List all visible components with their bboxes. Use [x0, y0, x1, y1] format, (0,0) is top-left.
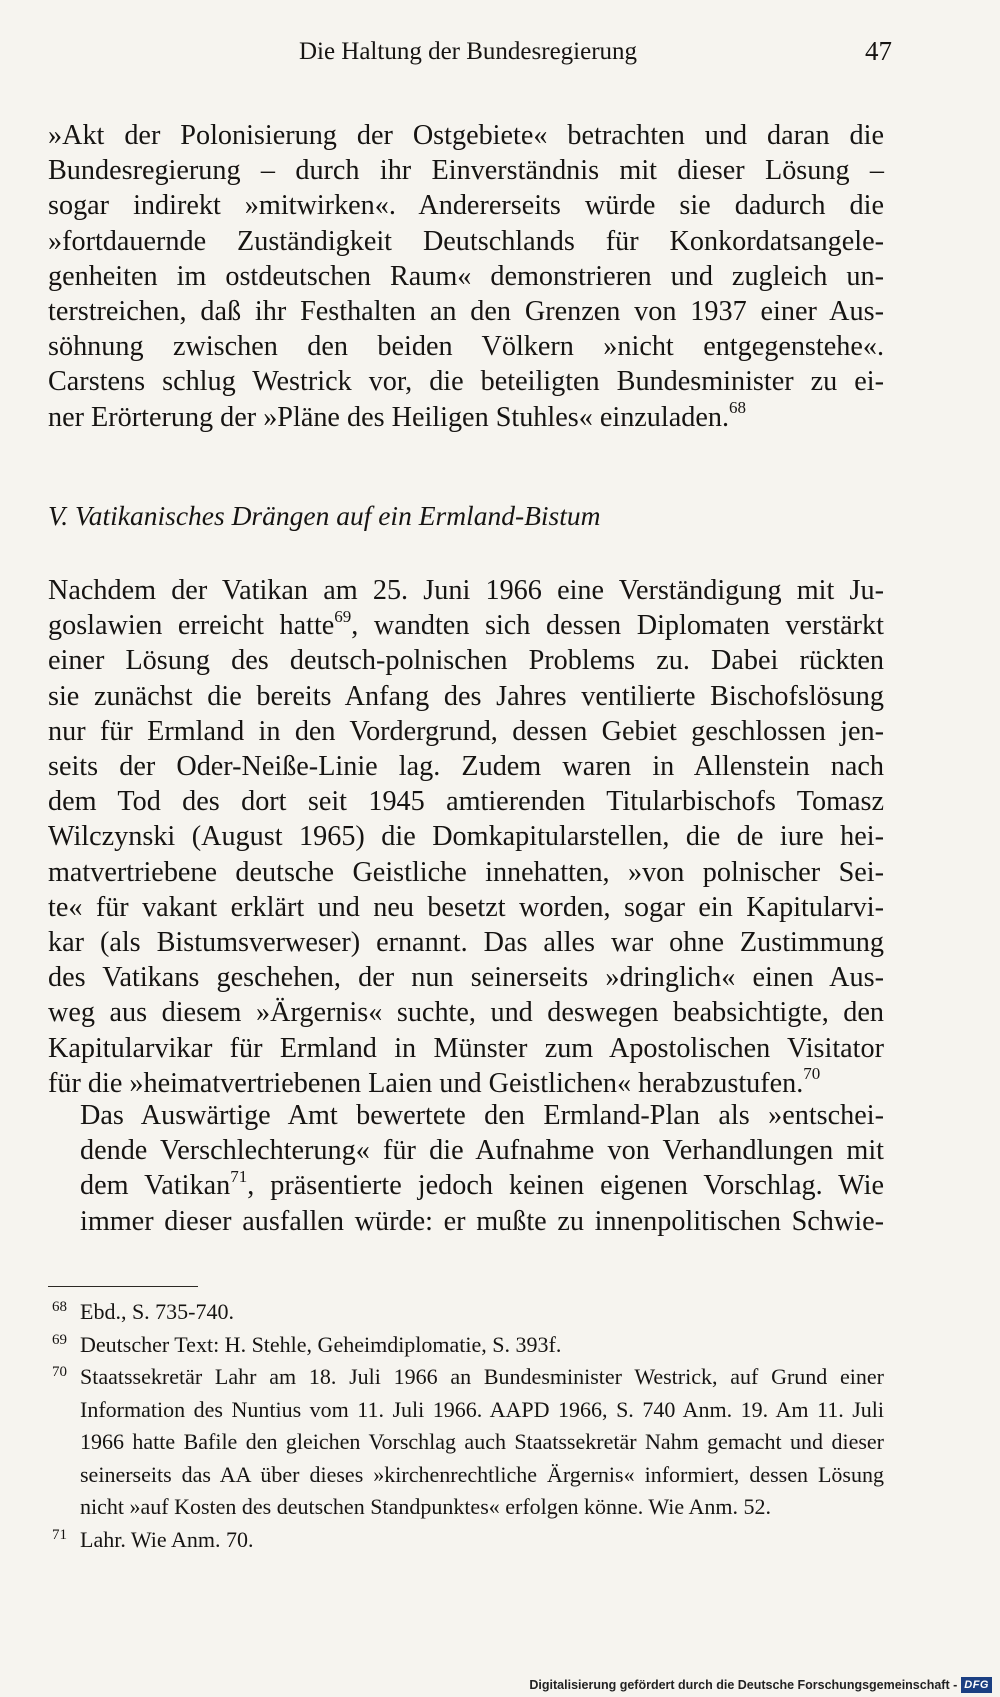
text-line — [48, 1066, 884, 1101]
footnote-number: 71 — [52, 1526, 67, 1543]
footnote-text: Ebd., S. 735-740. — [80, 1299, 234, 1324]
footnote-text: Lahr. Wie Anm. 70. — [80, 1526, 254, 1552]
credit-text: Digitalisierung gefördert durch die Deutsche Forschungsgemeinschaft - — [529, 1678, 958, 1692]
footnote — [48, 1329, 884, 1362]
text-line: sogar indirekt »mitwirken«. Andererseits würde sie dadurch die — [48, 190, 884, 222]
text-line: weg aus diesem »Ärgernis« suchte, und deswegen beabsichtigte, den — [48, 997, 884, 1029]
text-line: »fortdauernde Zuständigkeit Deutschlands für Konkordatsangele- — [48, 225, 884, 257]
text-line: Nachdem der Vatikan am 25. Juni 1966 eine Verständigung mit Ju- — [48, 575, 884, 606]
text-line: te« für vakant erklärt und neu besetzt worden, sogar ein Kapitularvi- — [48, 891, 884, 923]
footnote-ref: 68 — [729, 398, 746, 418]
text-line: dem Tod des dort seit 1945 amtierenden Titularbischofs Tomasz — [48, 786, 884, 818]
text-fragment: , präsentierte jedoch keinen eigenen Vorschlag. Wie — [247, 1170, 884, 1202]
footnote-ref: 70 — [803, 1064, 821, 1084]
footnote — [48, 1296, 884, 1329]
footnote-number: 68 — [52, 1299, 67, 1315]
text-line: Bundesregierung – durch ihr Einverständnis mit dieser Lösung – — [48, 155, 884, 187]
text-line: Wilczynski (August 1965) die Domkapitularstellen, die de iure hei- — [48, 821, 884, 853]
dfg-logo: DFG — [961, 1677, 992, 1693]
paragraph-3 — [48, 1098, 884, 1239]
text-line: nur für Ermland in den Vordergrund, dessen Gebiet geschlossen jen- — [48, 715, 884, 747]
text-line: Carstens schlug Westrick vor, die beteiligten Bundesminister zu ei- — [48, 366, 884, 398]
paragraph-1 — [48, 118, 884, 435]
footnotes — [48, 1296, 884, 1556]
text-line: Das Auswärtige Amt bewertete den Ermland-Plan als »entschei- — [80, 1100, 884, 1131]
footnote-ref: 69 — [334, 606, 352, 626]
text-line — [48, 1168, 884, 1203]
text-fragment: goslawien erreicht hatte — [48, 610, 335, 642]
footnote-text: Staatssekretär Lahr am 18. Juli 1966 an Bundesminister Westrick, auf Grund einer Information des Nuntius vom 11. Juli 1966. AAPD 1966, S. 740 Anm. 19. Am 11. Juli 1966 hatte Bafile den gleichen Vorschlag auch Staatssekretär Nahm gemacht und dieser seinerseits das AA über dieses »kirchenrechtliche Ärgernis« informiert, dessen Lösung nicht »auf Kosten des deutschen Standpunktes« erfolgen könne. Wie Anm. 52. — [80, 1364, 884, 1519]
footnote-number: 70 — [52, 1364, 67, 1380]
text-line: des Vatikans geschehen, der nun seinerseits »dringlich« einen Aus- — [48, 962, 884, 994]
text-line: seits der Oder-Neiße-Linie lag. Zudem waren in Allenstein nach — [48, 751, 884, 783]
text-fragment: , wandten sich dessen Diplomaten verstärkt — [351, 610, 884, 642]
text-line: genheiten im ostdeutschen Raum« demonstrieren und zugleich un- — [48, 260, 884, 292]
running-head — [48, 36, 892, 72]
footnote — [48, 1524, 884, 1557]
text-line: immer dieser ausfallen würde: er mußte zu innenpolitischen Schwie- — [80, 1205, 884, 1237]
text-line: einer Lösung des deutsch-polnischen Problems zu. Dabei rückten — [48, 645, 884, 677]
paragraph-2 — [48, 573, 884, 1101]
page-number: 47 — [865, 36, 892, 66]
text-line: terstreichen, daß ihr Festhalten an den Grenzen von 1937 einer Aus- — [48, 296, 884, 328]
text-fragment: für die »heimatvertriebenen Laien und Geistlichen« herabzustufen. — [48, 1067, 804, 1099]
text-line: sie zunächst die bereits Anfang des Jahres ventilierte Bischofslösung — [48, 680, 884, 712]
text-line: dende Verschlechterung« für die Aufnahme von Verhandlungen mit — [80, 1135, 884, 1167]
footnote-number: 69 — [52, 1331, 67, 1348]
text-line: kar (als Bistumsverweser) ernannt. Das alles war ohne Zustimmung — [48, 927, 884, 959]
text-fragment: ner Erörterung der »Pläne des Heiligen Stuhles« einzuladen. — [48, 401, 729, 433]
footnote-ref: 71 — [230, 1167, 248, 1187]
digitization-credit — [529, 1677, 992, 1693]
section-heading: V. Vatikanisches Drängen auf ein Ermland-Bistum — [48, 500, 601, 531]
footnote-divider — [48, 1286, 198, 1287]
text-line: Kapitularvikar für Ermland in Münster zum Apostolischen Visitator — [48, 1032, 884, 1064]
text-line: matvertriebene deutsche Geistliche innehatten, »von polnischer Sei- — [48, 856, 884, 888]
text-fragment: dem Vatikan — [80, 1170, 231, 1202]
text-line: söhnung zwischen den beiden Völkern »nicht entgegenstehe«. — [48, 331, 884, 363]
footnote-text: Deutscher Text: H. Stehle, Geheimdiplomatie, S. 393f. — [80, 1331, 562, 1357]
text-line — [48, 400, 884, 435]
footnote — [48, 1361, 884, 1524]
text-line — [48, 608, 884, 643]
running-title: Die Haltung der Bundesregierung — [298, 38, 638, 65]
text-line: »Akt der Polonisierung der Ostgebiete« betrachten und daran die — [48, 120, 884, 151]
